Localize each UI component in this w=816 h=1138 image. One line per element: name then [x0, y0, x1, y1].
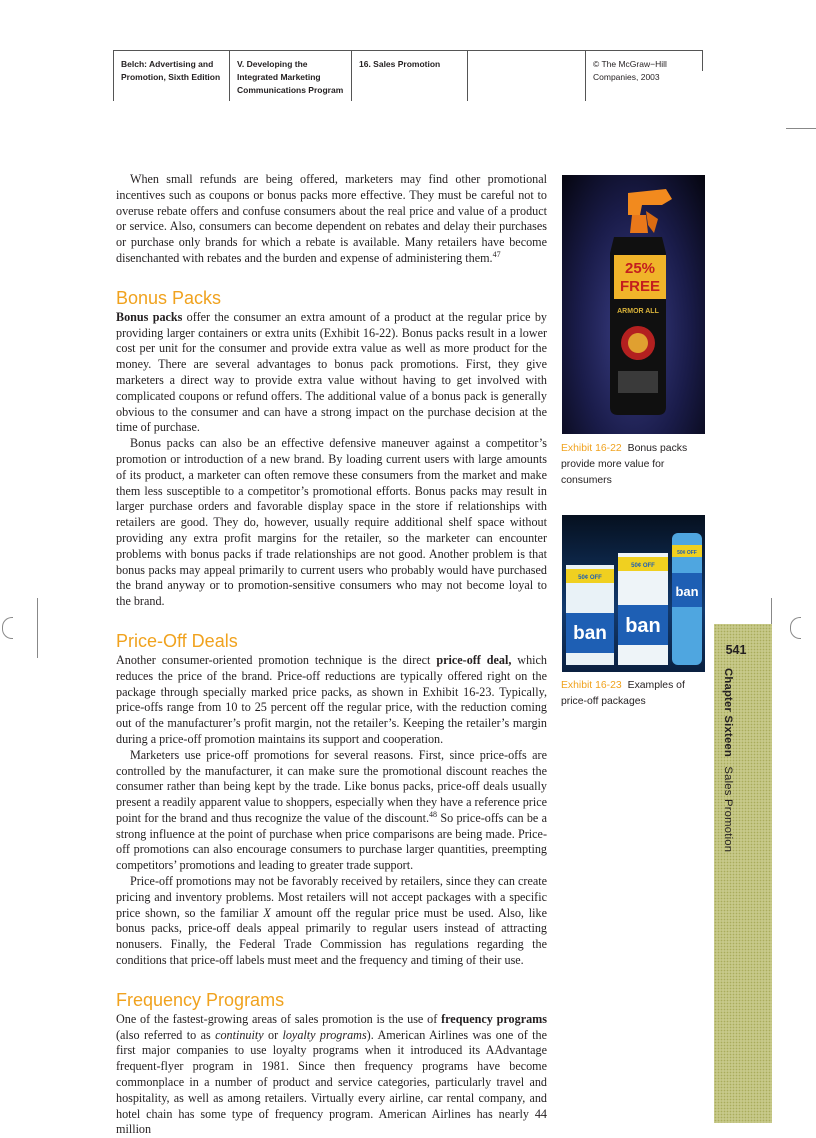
italic-term: loyalty programs — [282, 1027, 367, 1042]
exhibit-16-22-photo — [562, 175, 705, 434]
page-number: 541 — [725, 643, 747, 657]
chapter-running-title — [722, 668, 734, 852]
header-line: Promotion, Sixth Edition — [121, 72, 221, 82]
header-line: V. Developing the — [237, 59, 308, 69]
label-emblem-center — [628, 333, 648, 353]
text: ). American Airlines was one of the first major companies to use loyalty programs when it introduced its AAdvantage frequent-flyer program in 1981. Since then frequency programs have become commonplace in a number of product and service categories, particularly travel and hospitality, as well as among retailers. Virtually every airline, car rental company, and hotel chain has some type of frequency program. American Airlines has nearly 44 million — [116, 1027, 547, 1137]
sprayer-head — [628, 189, 672, 215]
footnote-ref: 47 — [492, 249, 501, 259]
header-line: 16. Sales Promotion — [359, 59, 441, 69]
pack-text: ban — [675, 584, 699, 599]
pack-text: 50¢ OFF — [677, 550, 697, 556]
text: or — [263, 1027, 283, 1042]
chapter-title: Sales Promotion — [722, 766, 734, 853]
header-line: Belch: Advertising and — [121, 59, 214, 69]
paragraph — [116, 172, 547, 267]
crop-mark — [786, 128, 816, 129]
paragraph — [116, 653, 547, 748]
sprayer-neck — [630, 215, 648, 233]
registration-mark — [2, 617, 13, 639]
spray-bottle-illustration — [562, 175, 705, 434]
text: (also referred to as — [116, 1027, 216, 1042]
header-book-title — [113, 51, 229, 101]
pack-text: 25% — [624, 260, 656, 277]
header-line: © The McGraw−Hill — [593, 59, 667, 69]
paragraph — [116, 748, 547, 874]
text: amount off the regular price must be used. Also, like bonus packs, price-off deals appeal primarily to regular users instead of attracting nonusers. Finally, the Federal Trade Commission has regulations regarding the conditions that price-off labels must meet and the frequency and timing of their use. — [116, 905, 548, 968]
text: Price-off promotions may not be favorably received by retailers, since they can create pricing and inventory problems. Most retailers will not accept packages with a specific price shown, so the familiar — [116, 874, 547, 920]
pack-text: ban — [573, 623, 607, 644]
registration-mark — [790, 617, 801, 639]
running-header — [113, 50, 703, 101]
sprayer-trigger — [646, 211, 658, 233]
footnote-ref: 48 — [429, 809, 438, 819]
key-term: price-off deal, — [436, 652, 512, 667]
header-empty-cell — [467, 51, 585, 101]
header-end-rule — [702, 51, 703, 71]
label-panel — [618, 371, 658, 393]
header-line: Companies, 2003 — [593, 72, 660, 82]
pack-text: ARMOR ALL — [617, 308, 659, 315]
text: Marketers use price-off promotions for several reasons. First, since price-offs are controlled by the manufacturer, it can make sure the promotional discount reaches the consumer rather than being kept by the trade. Like bonus packs, price-off deals usually present a readily apparent value to shoppers, especially when they have a reference price point for the brand and thus recognize the value of the discount. — [116, 747, 547, 825]
exhibit-16-23-photo — [562, 515, 705, 672]
header-copyright — [585, 51, 703, 101]
italic-term: X — [263, 905, 271, 920]
paragraph: Bonus packs can also be an effective defensive maneuver against a competitor’s promotion or introduction of a new brand. By loading current users with large amounts of its product, a marketer can often remove these consumers from the market and make them less susceptible to a competitor’s promotional efforts. Bonus packs may result in larger purchase orders and favorable display space in the store if relationships with retailers are good. They do, however, usually require additional shelf space without providing any extra profit margins for the retailer, so the marketer can encounter problems with bonus packs if trade relationships are not good. Another problem is that bonus packs may appeal primarily to current users who probably would have purchased the brand anyway or to promotion-sensitive consumers who may not become loyal to the brand. — [116, 436, 547, 609]
paragraph — [116, 874, 547, 969]
paragraph — [116, 1012, 547, 1138]
section-heading-price-off-deals: Price-Off Deals — [116, 630, 238, 651]
caption-text: Examples of price-off packages — [561, 680, 685, 707]
pack-text: FREE — [619, 278, 661, 295]
text: which reduces the price of the brand. Price-off reductions are typically offered right on the package through specially marked price packs, as shown in Exhibit 16-23. Typically, price-offs range from 10 to 25 percent off the regular price, with the reduction coming out of the manufacturer’s profit margin, not the retailer’s. Keeping the retailer’s margin during a price-off promotion maintains its support and cooperation. — [116, 652, 547, 746]
italic-term: continuity — [215, 1027, 264, 1042]
exhibit-label: Exhibit 16-22 — [561, 443, 622, 454]
exhibit-16-22-caption — [561, 441, 711, 489]
chapter-tab — [714, 624, 772, 1123]
paragraph — [116, 310, 547, 436]
exhibit-16-23-caption — [561, 678, 711, 710]
text: Another consumer-oriented promotion technique is the direct — [116, 652, 437, 667]
pack-text: ban — [625, 615, 661, 637]
header-line: Integrated Marketing — [237, 72, 321, 82]
ban-packages-illustration — [562, 515, 705, 672]
key-term: frequency programs — [441, 1011, 547, 1026]
header-line: Communications Program — [237, 85, 344, 95]
key-term: Bonus packs — [116, 309, 183, 324]
body-text — [116, 172, 547, 1138]
text: offer the consumer an extra amount of a product at the regular price by providing larger containers or extra units (Exhibit 16-22). Bonus packs result in a lower cost per unit for the consumer and provide extra value as well as more product for the money. There are several advantages to bonus pack promotions. First, they give marketers a direct way to provide extra value without having to get involved with complicated coupons or refund offers. The additional value of a bonus pack is generally obvious to the consumer and can have a strong impact on the purchase decision at the time of purchase. — [116, 309, 547, 435]
header-chapter-title — [351, 51, 467, 101]
section-heading-frequency-programs: Frequency Programs — [116, 989, 285, 1010]
chapter-label: Chapter Sixteen — [722, 668, 734, 758]
text: When small refunds are being offered, marketers may find other promotional incentives such as coupons or bonus packs more effective. They must be careful not to overuse rebate offers and confuse consumers about the real price and value of a product or service. Also, consumers can become dependent on rebates and delay their purchases or purchase only brands for which a rebate is available. Many retailers have become disenchanted with rebates and the burden and expense of administering them. — [116, 172, 547, 265]
header-part-title — [229, 51, 351, 101]
text: So price-offs can be a strong influence at the point of purchase when price comparisons are being made. Price-off promotions can also encourage consumers to purchase larger quantities, preempting competitors’ promotions and leading to greater trade support. — [116, 810, 547, 873]
caption-text: Bonus packs provide more value for consumers — [561, 443, 688, 486]
crop-mark — [37, 598, 38, 658]
section-heading-bonus-packs: Bonus Packs — [116, 287, 222, 308]
exhibit-label: Exhibit 16-23 — [561, 680, 622, 691]
pack-text: 50¢ OFF — [631, 563, 655, 569]
text: One of the fastest-growing areas of sales promotion is the use of — [116, 1011, 442, 1026]
pack-text: 50¢ OFF — [578, 575, 602, 581]
